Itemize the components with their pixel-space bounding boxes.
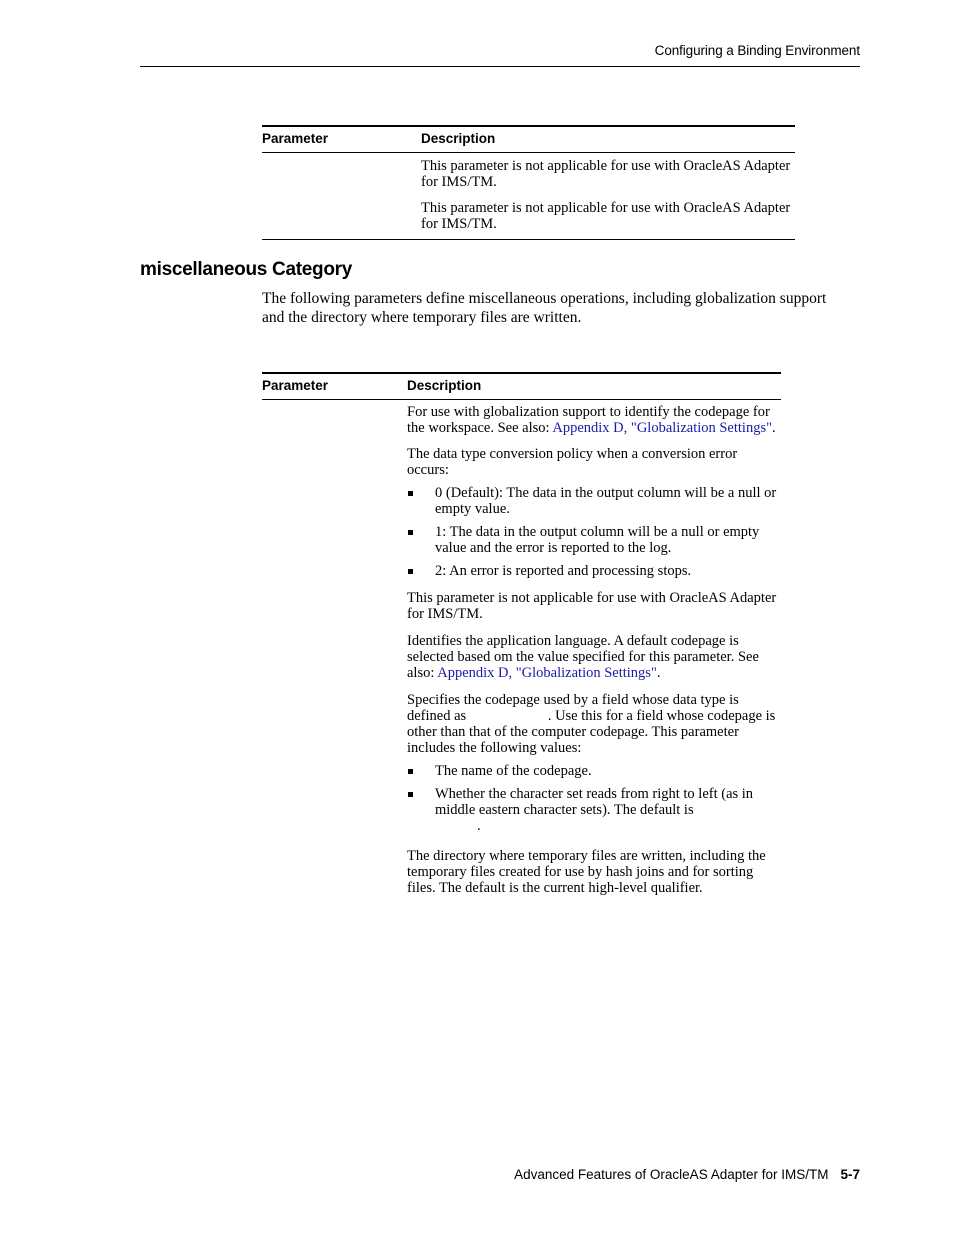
square-bullet-icon [408, 792, 413, 797]
description-cell [407, 845, 781, 902]
parameter-cell [262, 845, 407, 902]
list-item [407, 786, 781, 834]
description-text: This parameter is not applicable for use with OracleAS Adapter for IMS/TM. [407, 590, 777, 622]
description-text-part: . [772, 420, 776, 436]
list-item [407, 485, 781, 517]
list-item-text: 1: The data in the output column will be a null or empty value and the error is reported to the log. [435, 524, 760, 556]
table-row [262, 400, 781, 447]
list-item-text: 0 (Default): The data in the output column will be a null or empty value. [435, 485, 777, 517]
column-header-parameter: Parameter [262, 373, 407, 400]
table-row [262, 633, 781, 692]
parameter-cell [262, 153, 421, 201]
parameter-table-2 [262, 372, 781, 902]
column-header-description: Description [421, 126, 795, 153]
globalization-settings-link[interactable]: Appendix D, "Globalization Settings" [552, 420, 773, 436]
table-row [262, 590, 781, 633]
table-row [262, 692, 781, 845]
list-item-text: 2: An error is reported and processing stops. [435, 563, 692, 579]
page-number: 5-7 [840, 1167, 860, 1182]
description-cell [407, 633, 781, 692]
square-bullet-icon [408, 530, 413, 535]
description-text-part: For use with globalization support to identify the codepage for the workspace. See also: [407, 404, 770, 436]
description-cell [407, 590, 781, 633]
list-item [407, 763, 781, 779]
table-header-row [262, 373, 781, 400]
description-cell [421, 153, 795, 201]
square-bullet-icon [408, 769, 413, 774]
section-intro: The following parameters define miscellaneous operations, including globalization support and the directory where temporary files are written. [262, 290, 827, 326]
description-text [407, 633, 781, 681]
list-item [407, 524, 781, 556]
description-text [407, 404, 781, 436]
parameter-cell [262, 633, 407, 692]
square-bullet-icon [408, 569, 413, 574]
description-text: The directory where temporary files are written, including the temporary files created for use by hash joins and for sorting files. The default is the current high-level qualifier. [407, 848, 766, 896]
footer-title: Advanced Features of OracleAS Adapter for IMS/TM [514, 1167, 829, 1182]
table-row [262, 200, 795, 240]
running-header: Configuring a Binding Environment [654, 43, 860, 58]
description-text-part: . Use this for a field whose codepage is other than that of the computer codepage. This parameter includes the following values: [407, 708, 776, 756]
page-footer [514, 1167, 860, 1182]
globalization-settings-link[interactable]: Appendix D, "Globalization Settings" [437, 665, 657, 681]
parameter-cell [262, 692, 407, 845]
parameter-table-1 [262, 125, 795, 240]
table-header-row [262, 126, 795, 153]
bullet-list [407, 763, 781, 834]
description-text [407, 692, 781, 756]
description-text-part: . [656, 665, 661, 681]
description-text-part: Specifies the codepage used by a field whose data type is defined as [407, 692, 739, 724]
list-item [407, 563, 781, 579]
table-row [262, 845, 781, 902]
header-rule [140, 66, 860, 67]
list-item-text: Whether the character set reads from right to left (as in middle eastern character sets). The default is [435, 786, 754, 818]
column-header-description: Description [407, 373, 781, 400]
description-text-part: Identifies the application language. A default codepage is selected based om the value specified for this parameter. See also: [407, 633, 759, 681]
column-header-parameter: Parameter [262, 126, 421, 153]
parameter-cell [262, 446, 407, 590]
list-item-text: The name of the codepage. [435, 763, 592, 779]
table-row [262, 446, 781, 590]
parameter-cell [262, 590, 407, 633]
square-bullet-icon [408, 491, 413, 496]
description-text: The data type conversion policy when a conversion error occurs: [407, 446, 738, 478]
description-cell [407, 692, 781, 845]
list-item-text: . [477, 818, 481, 834]
description-text: This parameter is not applicable for use with OracleAS Adapter for IMS/TM. [421, 200, 791, 232]
parameter-cell [262, 200, 421, 240]
description-cell [407, 400, 781, 447]
section-heading: miscellaneous Category [140, 259, 352, 280]
description-text: This parameter is not applicable for use with OracleAS Adapter for IMS/TM. [421, 158, 791, 190]
bullet-list [407, 485, 781, 579]
description-cell [407, 446, 781, 590]
table-row [262, 153, 795, 201]
description-cell [421, 200, 795, 240]
parameter-cell [262, 400, 407, 447]
